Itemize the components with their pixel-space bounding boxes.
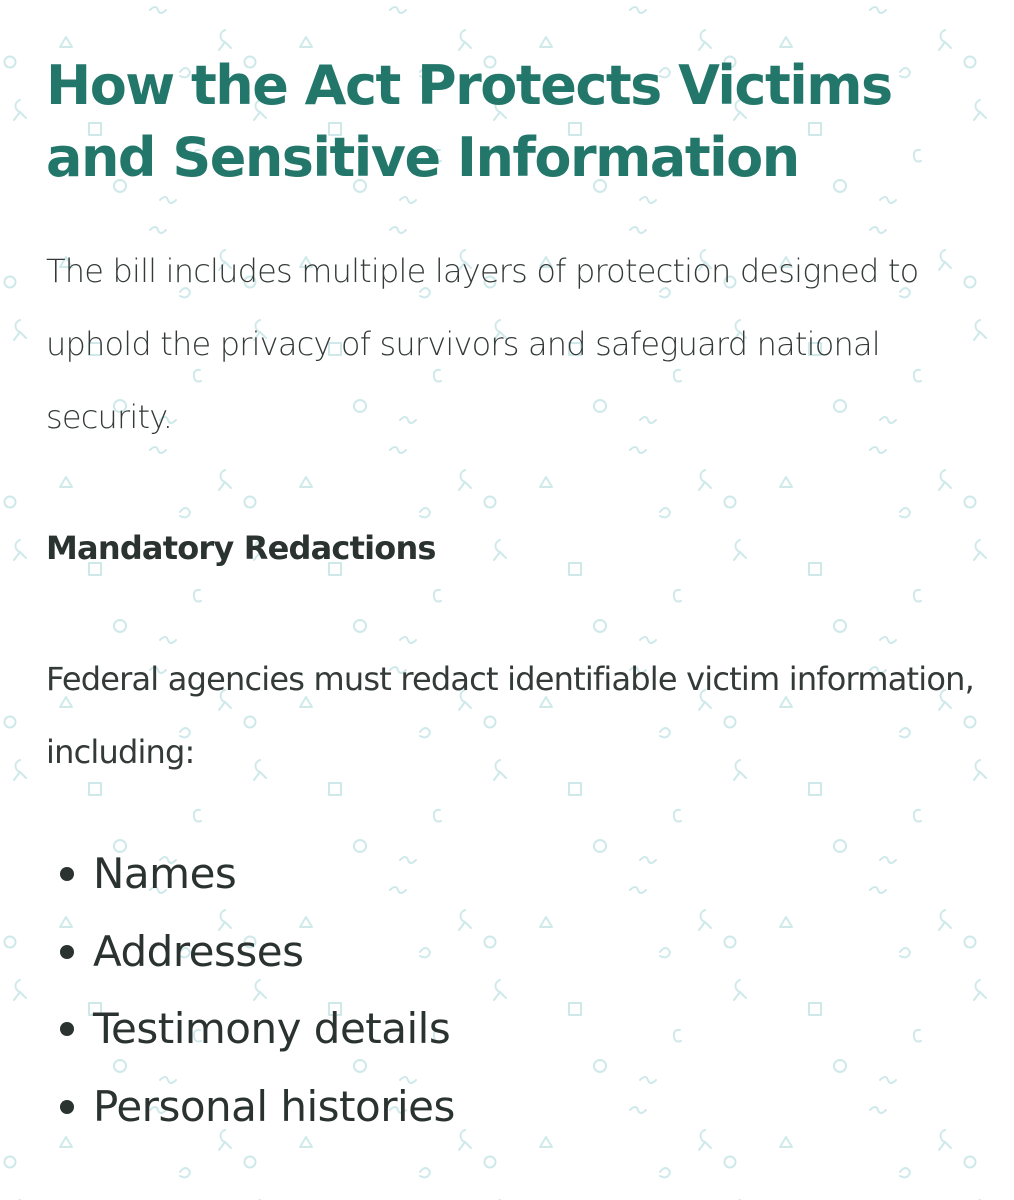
list-item <box>46 913 455 991</box>
bullet-icon <box>60 945 74 959</box>
list-item-label: Addresses <box>93 926 304 976</box>
list-item <box>46 835 455 913</box>
list-item-label: Personal histories <box>93 1081 455 1131</box>
bullet-icon <box>60 867 74 881</box>
section-paragraph: Federal agencies must redact identifiable victim information, including: <box>46 660 974 771</box>
bullet-icon <box>60 1022 74 1036</box>
redaction-list <box>46 835 455 1145</box>
list-item <box>46 990 455 1068</box>
section-heading: Mandatory Redactions <box>46 529 436 567</box>
article-title: How the Act Protects Victims and Sensitive Information <box>46 54 892 189</box>
list-item-label: Names <box>93 849 237 898</box>
bullet-icon <box>60 1100 74 1114</box>
list-item <box>46 1068 455 1146</box>
list-item-label: Testimony details <box>93 1004 451 1053</box>
intro-paragraph: The bill includes multiple layers of protection designed to uphold the privacy of survivors and safeguard national security. <box>46 252 919 436</box>
